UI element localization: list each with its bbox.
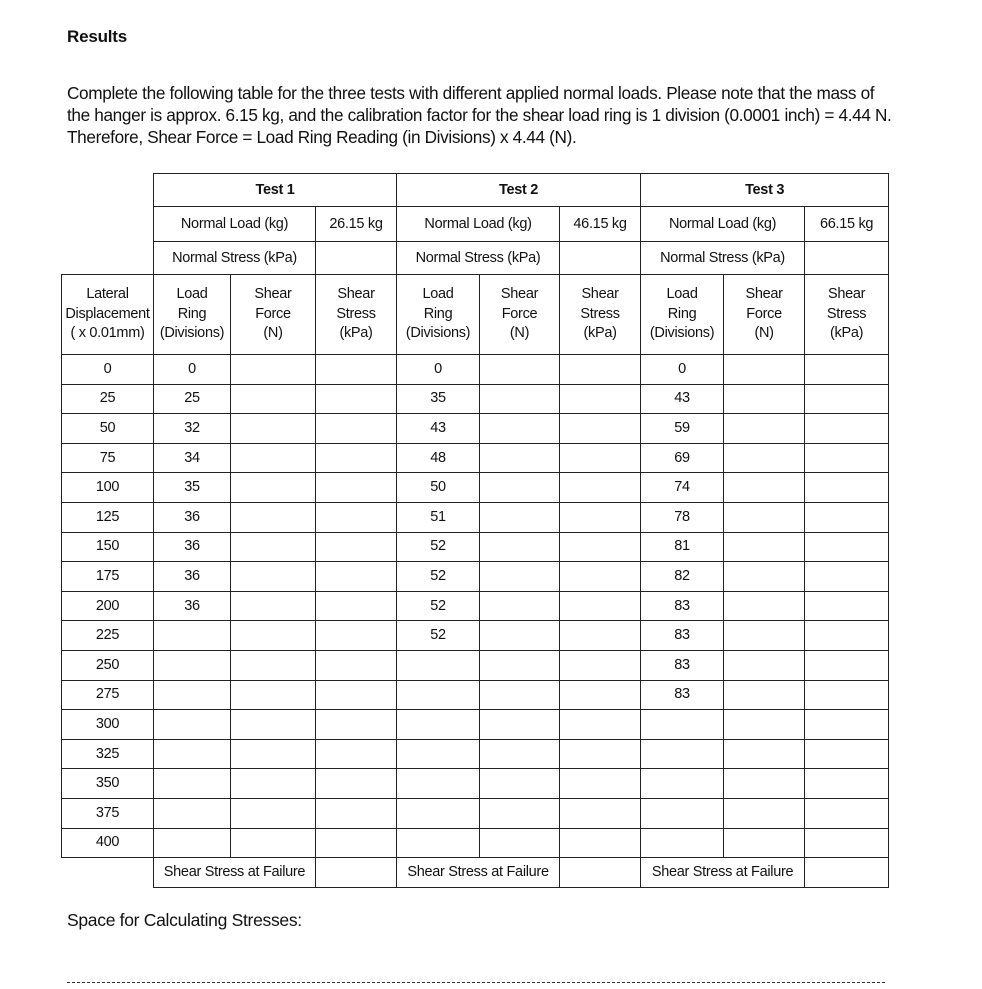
shear-force-cell[interactable]	[724, 591, 805, 621]
shear-stress-cell[interactable]	[560, 710, 641, 740]
disp-cell: 25	[62, 384, 154, 414]
disp-cell: 225	[62, 621, 154, 651]
shear-force-cell[interactable]	[231, 828, 316, 858]
shear-stress-cell[interactable]	[316, 739, 397, 769]
shear-stress-cell[interactable]	[805, 650, 889, 680]
header-line: Ring	[423, 305, 453, 322]
load-ring-cell	[154, 680, 231, 710]
corner-cell	[62, 207, 154, 242]
dashed-divider	[67, 982, 885, 983]
table-row	[62, 650, 889, 680]
shear-stress-cell[interactable]	[805, 532, 889, 562]
disp-cell: 300	[62, 710, 154, 740]
header-line: Force	[746, 305, 782, 322]
shear-stress-cell[interactable]	[805, 473, 889, 503]
normal-stress-value[interactable]	[560, 242, 641, 275]
intro-paragraph	[67, 82, 897, 148]
load-ring-cell	[154, 828, 231, 858]
shear-stress-cell[interactable]	[805, 828, 889, 858]
test-title: Test 3	[641, 174, 889, 207]
shear-stress-cell[interactable]	[560, 769, 641, 799]
table-row	[62, 769, 889, 799]
load-ring-cell: 83	[641, 650, 724, 680]
load-ring-cell: 36	[154, 591, 231, 621]
shear-force-cell[interactable]	[480, 562, 560, 592]
shear-force-cell[interactable]	[231, 739, 316, 769]
shear-stress-cell[interactable]	[805, 621, 889, 651]
header-line: Displacement	[65, 305, 150, 322]
shear-force-cell[interactable]	[231, 650, 316, 680]
shear-force-cell[interactable]	[724, 502, 805, 532]
shear-stress-cell[interactable]	[560, 621, 641, 651]
disp-cell: 175	[62, 562, 154, 592]
table-row	[62, 562, 889, 592]
shear-stress-cell[interactable]	[805, 562, 889, 592]
shear-stress-cell[interactable]	[560, 384, 641, 414]
shear-stress-cell[interactable]	[316, 680, 397, 710]
header-line: Shear	[581, 286, 619, 303]
shear-stress-cell[interactable]	[805, 680, 889, 710]
header-line: Load	[422, 286, 454, 303]
shear-force-cell[interactable]	[480, 414, 560, 444]
shear-stress-cell[interactable]	[316, 710, 397, 740]
load-ring-cell: 83	[641, 591, 724, 621]
normal-stress-label: Normal Stress (kPa)	[154, 242, 316, 275]
shear-stress-cell[interactable]	[316, 502, 397, 532]
load-ring-cell: 51	[397, 502, 480, 532]
load-ring-cell	[641, 828, 724, 858]
load-ring-cell	[641, 769, 724, 799]
header-line: Lateral	[86, 286, 129, 303]
shear-stress-cell[interactable]	[560, 680, 641, 710]
failure-value[interactable]	[316, 858, 397, 888]
shear-stress-cell[interactable]	[560, 414, 641, 444]
header-line: (Divisions)	[159, 325, 225, 342]
load-ring-cell	[641, 710, 724, 740]
normal-load-value: 46.15 kg	[560, 207, 641, 242]
load-ring-cell	[154, 710, 231, 740]
shear-stress-cell[interactable]	[316, 828, 397, 858]
shear-stress-cell[interactable]	[805, 710, 889, 740]
shear-stress-cell[interactable]	[560, 739, 641, 769]
load-ring-cell: 59	[641, 414, 724, 444]
col-header-load-ring	[154, 275, 231, 355]
corner-cell	[62, 858, 154, 888]
shear-force-cell[interactable]	[231, 414, 316, 444]
load-ring-cell: 81	[641, 532, 724, 562]
shear-stress-cell[interactable]	[805, 355, 889, 385]
shear-force-cell[interactable]	[724, 473, 805, 503]
shear-stress-cell[interactable]	[316, 355, 397, 385]
shear-force-cell[interactable]	[724, 355, 805, 385]
load-ring-cell: 48	[397, 443, 480, 473]
shear-force-cell[interactable]	[480, 739, 560, 769]
table-row	[62, 828, 889, 858]
normal-load-value: 66.15 kg	[805, 207, 889, 242]
header-line: Stress	[580, 305, 620, 322]
load-ring-cell: 74	[641, 473, 724, 503]
shear-stress-cell[interactable]	[316, 473, 397, 503]
load-ring-cell	[154, 650, 231, 680]
normal-stress-value[interactable]	[805, 242, 889, 275]
shear-stress-cell[interactable]	[805, 769, 889, 799]
shear-force-cell[interactable]	[724, 828, 805, 858]
shear-force-cell[interactable]	[724, 414, 805, 444]
shear-stress-cell[interactable]	[560, 650, 641, 680]
disp-cell: 0	[62, 355, 154, 385]
shear-force-cell[interactable]	[480, 828, 560, 858]
header-line: Shear	[337, 286, 375, 303]
table-row	[62, 502, 889, 532]
intro-line: the hanger is approx. 6.15 kg, and the calibration factor for the shear load ring is 1 division (0.0001 inch) = 4.44 N.	[67, 105, 892, 125]
shear-stress-cell[interactable]	[316, 798, 397, 828]
shear-force-cell[interactable]	[480, 680, 560, 710]
header-line: Shear	[827, 286, 866, 303]
header-line: (Divisions)	[649, 325, 715, 342]
header-line: (N)	[754, 325, 774, 342]
header-line: Stress	[826, 305, 867, 322]
shear-force-cell[interactable]	[724, 443, 805, 473]
disp-cell: 275	[62, 680, 154, 710]
load-ring-cell: 43	[397, 414, 480, 444]
shear-stress-cell[interactable]	[805, 443, 889, 473]
shear-stress-cell[interactable]	[560, 828, 641, 858]
col-header-shear-stress	[316, 275, 397, 355]
results-table	[61, 173, 889, 888]
shear-force-cell[interactable]	[724, 798, 805, 828]
shear-force-cell[interactable]	[480, 710, 560, 740]
table-row	[62, 798, 889, 828]
load-ring-cell: 36	[154, 502, 231, 532]
table-row	[62, 384, 889, 414]
load-ring-cell: 0	[397, 355, 480, 385]
header-line: Ring	[667, 305, 697, 322]
header-line: Shear	[500, 286, 539, 303]
load-ring-cell: 43	[641, 384, 724, 414]
shear-force-cell[interactable]	[724, 621, 805, 651]
header-line: (kPa)	[830, 325, 864, 342]
failure-label: Shear Stress at Failure	[397, 858, 560, 888]
shear-force-cell[interactable]	[480, 621, 560, 651]
load-ring-cell	[641, 739, 724, 769]
header-line: (Divisions)	[405, 325, 471, 342]
shear-stress-cell[interactable]	[560, 562, 641, 592]
shear-force-cell[interactable]	[231, 591, 316, 621]
header-line: (N)	[509, 325, 530, 342]
corner-cell	[62, 242, 154, 275]
data-rows	[62, 355, 889, 858]
load-ring-cell	[154, 739, 231, 769]
shear-stress-cell[interactable]	[560, 443, 641, 473]
load-ring-cell: 83	[641, 680, 724, 710]
load-ring-cell: 82	[641, 562, 724, 592]
load-ring-cell: 0	[154, 355, 231, 385]
disp-cell: 50	[62, 414, 154, 444]
load-ring-cell	[397, 769, 480, 799]
disp-cell: 100	[62, 473, 154, 503]
shear-stress-cell[interactable]	[560, 473, 641, 503]
shear-force-cell[interactable]	[724, 680, 805, 710]
header-line: Ring	[177, 305, 207, 322]
load-ring-cell	[154, 798, 231, 828]
load-ring-cell: 35	[397, 384, 480, 414]
failure-value[interactable]	[560, 858, 641, 888]
col-header-shear-stress	[560, 275, 641, 355]
shear-force-cell[interactable]	[231, 355, 316, 385]
header-line: Load	[176, 286, 208, 303]
shear-stress-cell[interactable]	[805, 591, 889, 621]
col-header-load-ring	[641, 275, 724, 355]
load-ring-cell	[397, 828, 480, 858]
normal-stress-label: Normal Stress (kPa)	[397, 242, 560, 275]
shear-force-cell[interactable]	[724, 562, 805, 592]
col-header-shear-force	[231, 275, 316, 355]
shear-force-cell[interactable]	[724, 710, 805, 740]
load-ring-cell	[397, 710, 480, 740]
shear-stress-cell[interactable]	[560, 502, 641, 532]
shear-stress-cell[interactable]	[560, 532, 641, 562]
load-ring-cell	[397, 680, 480, 710]
shear-force-cell[interactable]	[231, 473, 316, 503]
header-line: (kPa)	[583, 325, 617, 342]
load-ring-cell	[154, 769, 231, 799]
disp-cell: 400	[62, 828, 154, 858]
shear-stress-cell[interactable]	[805, 502, 889, 532]
table-row	[62, 621, 889, 651]
load-ring-cell	[154, 621, 231, 651]
shear-force-cell[interactable]	[231, 384, 316, 414]
load-ring-cell	[397, 739, 480, 769]
shear-stress-cell[interactable]	[316, 650, 397, 680]
table-row	[62, 532, 889, 562]
normal-load-label: Normal Load (kg)	[154, 207, 316, 242]
col-header-shear-stress	[805, 275, 889, 355]
disp-cell: 375	[62, 798, 154, 828]
load-ring-cell	[397, 650, 480, 680]
col-header-shear-force	[724, 275, 805, 355]
load-ring-cell: 78	[641, 502, 724, 532]
header-line: (kPa)	[339, 325, 373, 342]
normal-stress-value[interactable]	[316, 242, 397, 275]
shear-stress-cell[interactable]	[560, 798, 641, 828]
shear-force-cell[interactable]	[231, 443, 316, 473]
load-ring-cell: 52	[397, 532, 480, 562]
disp-cell: 350	[62, 769, 154, 799]
shear-stress-cell[interactable]	[316, 384, 397, 414]
header-line: Stress	[336, 305, 376, 322]
load-ring-cell: 25	[154, 384, 231, 414]
load-ring-cell: 52	[397, 591, 480, 621]
shear-force-cell[interactable]	[231, 710, 316, 740]
load-ring-cell: 35	[154, 473, 231, 503]
intro-line: Complete the following table for the three tests with different applied normal loads. Please note that the mass of	[67, 83, 875, 103]
load-ring-cell: 0	[641, 355, 724, 385]
test-title: Test 2	[397, 174, 641, 207]
header-line: Force	[501, 305, 538, 322]
col-header-lateral-displacement	[62, 275, 154, 355]
shear-force-cell[interactable]	[480, 798, 560, 828]
col-header-shear-force	[480, 275, 560, 355]
table-row	[62, 473, 889, 503]
table-row	[62, 355, 889, 385]
load-ring-cell	[641, 798, 724, 828]
corner-cell	[62, 174, 154, 207]
shear-force-cell[interactable]	[480, 532, 560, 562]
load-ring-cell: 36	[154, 532, 231, 562]
table-row	[62, 414, 889, 444]
shear-force-cell[interactable]	[480, 591, 560, 621]
load-ring-cell: 36	[154, 562, 231, 592]
shear-force-cell[interactable]	[480, 502, 560, 532]
shear-force-cell[interactable]	[231, 532, 316, 562]
shear-stress-cell[interactable]	[805, 384, 889, 414]
shear-force-cell[interactable]	[480, 355, 560, 385]
shear-stress-cell[interactable]	[316, 443, 397, 473]
table-row	[62, 739, 889, 769]
shear-stress-cell[interactable]	[805, 798, 889, 828]
shear-force-cell[interactable]	[231, 769, 316, 799]
load-ring-cell	[397, 798, 480, 828]
table-row	[62, 680, 889, 710]
shear-force-cell[interactable]	[724, 532, 805, 562]
shear-stress-cell[interactable]	[316, 591, 397, 621]
load-ring-cell: 69	[641, 443, 724, 473]
normal-stress-label: Normal Stress (kPa)	[641, 242, 805, 275]
table-row	[62, 591, 889, 621]
disp-cell: 250	[62, 650, 154, 680]
shear-force-cell[interactable]	[724, 739, 805, 769]
header-line: (N)	[263, 325, 283, 342]
shear-stress-cell[interactable]	[316, 621, 397, 651]
failure-value[interactable]	[805, 858, 889, 888]
failure-label: Shear Stress at Failure	[641, 858, 805, 888]
shear-stress-cell[interactable]	[560, 355, 641, 385]
test-title: Test 1	[154, 174, 397, 207]
shear-stress-cell[interactable]	[316, 769, 397, 799]
load-ring-cell: 34	[154, 443, 231, 473]
shear-force-cell[interactable]	[724, 769, 805, 799]
shear-stress-cell[interactable]	[805, 739, 889, 769]
shear-force-cell[interactable]	[231, 798, 316, 828]
load-ring-cell: 50	[397, 473, 480, 503]
shear-force-cell[interactable]	[480, 473, 560, 503]
intro-line: Therefore, Shear Force = Load Ring Reading (in Divisions) x 4.44 (N).	[67, 127, 577, 147]
section-heading: Results	[67, 27, 128, 46]
shear-force-cell[interactable]	[724, 650, 805, 680]
header-line: Shear	[254, 286, 292, 303]
shear-force-cell[interactable]	[231, 621, 316, 651]
shear-force-cell[interactable]	[480, 443, 560, 473]
normal-load-label: Normal Load (kg)	[641, 207, 805, 242]
header-line: ( x 0.01mm)	[70, 325, 145, 342]
disp-cell: 325	[62, 739, 154, 769]
col-header-load-ring	[397, 275, 480, 355]
shear-stress-cell[interactable]	[316, 414, 397, 444]
header-line: Force	[255, 305, 291, 322]
disp-cell: 150	[62, 532, 154, 562]
shear-force-cell[interactable]	[231, 502, 316, 532]
table-row	[62, 710, 889, 740]
calc-space-label: Space for Calculating Stresses:	[67, 910, 302, 930]
load-ring-cell: 52	[397, 562, 480, 592]
header-line: Shear	[745, 286, 783, 303]
shear-stress-cell[interactable]	[316, 562, 397, 592]
shear-force-cell[interactable]	[480, 650, 560, 680]
table-row	[62, 443, 889, 473]
disp-cell: 75	[62, 443, 154, 473]
load-ring-cell: 52	[397, 621, 480, 651]
shear-stress-cell[interactable]	[805, 414, 889, 444]
shear-stress-cell[interactable]	[560, 591, 641, 621]
normal-load-value: 26.15 kg	[316, 207, 397, 242]
shear-force-cell[interactable]	[724, 384, 805, 414]
load-ring-cell: 32	[154, 414, 231, 444]
shear-force-cell[interactable]	[231, 562, 316, 592]
shear-force-cell[interactable]	[480, 384, 560, 414]
load-ring-cell: 83	[641, 621, 724, 651]
normal-load-label: Normal Load (kg)	[397, 207, 560, 242]
shear-stress-cell[interactable]	[316, 532, 397, 562]
failure-label: Shear Stress at Failure	[154, 858, 316, 888]
shear-force-cell[interactable]	[231, 680, 316, 710]
disp-cell: 125	[62, 502, 154, 532]
header-line: Load	[666, 286, 698, 303]
disp-cell: 200	[62, 591, 154, 621]
shear-force-cell[interactable]	[480, 769, 560, 799]
